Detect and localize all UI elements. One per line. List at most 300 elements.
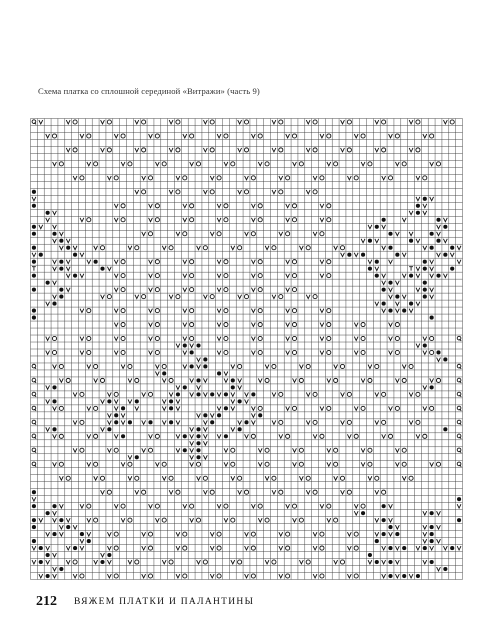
decrease-symbol [190, 162, 194, 166]
bobble-symbol [32, 246, 36, 250]
bobble-symbol [388, 574, 392, 578]
yarn-over-symbol [361, 350, 365, 354]
decrease-symbol [416, 274, 420, 278]
yarn-over-symbol [327, 204, 331, 208]
decrease-symbol [169, 490, 173, 494]
decrease-symbol [402, 218, 406, 222]
yarn-over-symbol [361, 336, 365, 340]
decrease-symbol [149, 434, 153, 438]
decrease-symbol [389, 337, 393, 341]
yarn-over-symbol [258, 309, 262, 313]
bobble-symbol [66, 525, 70, 529]
decrease-symbol [121, 413, 125, 417]
decrease-symbol [66, 546, 70, 550]
yarn-over-symbol [155, 322, 159, 326]
twisted-loop-symbol [457, 462, 461, 467]
yarn-over-symbol [210, 120, 214, 124]
yarn-over-symbol [334, 378, 338, 382]
bobble-symbol [52, 532, 56, 536]
bobble-symbol [107, 553, 111, 557]
decrease-symbol [395, 378, 399, 382]
yarn-over-symbol [320, 574, 324, 578]
bobble-symbol [52, 427, 56, 431]
yarn-over-symbol [121, 274, 125, 278]
yarn-over-symbol [59, 434, 63, 438]
decrease-symbol [121, 162, 125, 166]
yarn-over-symbol [340, 246, 344, 250]
decrease-symbol [279, 532, 283, 536]
yarn-over-symbol [286, 176, 290, 180]
yarn-over-symbol [176, 120, 180, 124]
decrease-symbol [313, 232, 317, 236]
yarn-over-symbol [299, 378, 303, 382]
decrease-symbol [299, 365, 303, 369]
bobble-symbol [416, 204, 420, 208]
decrease-symbol [327, 518, 331, 522]
yarn-over-symbol [402, 462, 406, 466]
decrease-symbol [183, 218, 187, 222]
decrease-symbol [114, 504, 118, 508]
decrease-symbol [183, 337, 187, 341]
yarn-over-symbol [80, 420, 84, 424]
decrease-symbol [231, 560, 235, 564]
decrease-symbol [416, 267, 420, 271]
yarn-over-symbol [203, 560, 207, 564]
bobble-symbol [388, 560, 392, 564]
yarn-over-symbol [224, 336, 228, 340]
decrease-symbol [251, 420, 255, 424]
decrease-symbol [203, 392, 207, 396]
decrease-symbol [73, 392, 77, 396]
decrease-symbol [66, 518, 70, 522]
decrease-symbol [217, 504, 221, 508]
decrease-symbol [245, 546, 249, 550]
yarn-over-symbol [361, 322, 365, 326]
bobble-symbol [430, 532, 434, 536]
bobble-symbol [436, 274, 440, 278]
decrease-symbol [457, 246, 461, 250]
yarn-over-symbol [313, 295, 317, 299]
decrease-symbol [313, 434, 317, 438]
decrease-symbol [306, 420, 310, 424]
decrease-symbol [245, 574, 249, 578]
decrease-symbol [238, 295, 242, 299]
decrease-symbol [437, 253, 441, 257]
decrease-symbol [354, 406, 358, 410]
bobble-symbol [430, 560, 434, 564]
decrease-symbol [272, 392, 276, 396]
bobble-symbol [169, 406, 173, 410]
decrease-symbol [53, 462, 57, 466]
bobble-symbol [402, 309, 406, 313]
bobble-symbol [375, 560, 379, 564]
decrease-symbol [457, 546, 461, 550]
decrease-symbol [409, 120, 413, 124]
decrease-symbol [107, 420, 111, 424]
decrease-symbol [443, 120, 447, 124]
bobble-symbol [210, 420, 214, 424]
decrease-symbol [368, 225, 372, 229]
decrease-symbol [203, 120, 207, 124]
decrease-symbol [251, 504, 255, 508]
decrease-symbol [258, 518, 262, 522]
yarn-over-symbol [224, 309, 228, 313]
decrease-symbol [231, 476, 235, 480]
yarn-over-symbol [320, 434, 324, 438]
bobble-symbol [436, 218, 440, 222]
bobble-symbol [73, 546, 77, 550]
decrease-symbol [375, 490, 379, 494]
decrease-symbol [66, 274, 70, 278]
yarn-over-symbol [279, 120, 283, 124]
yarn-over-symbol [94, 518, 98, 522]
decrease-symbol [361, 378, 365, 382]
decrease-symbol [320, 309, 324, 313]
decrease-symbol [341, 490, 345, 494]
decrease-symbol [320, 204, 324, 208]
decrease-symbol [375, 120, 379, 124]
decrease-symbol [347, 434, 351, 438]
decrease-symbol [265, 476, 269, 480]
yarn-over-symbol [196, 518, 200, 522]
yarn-over-symbol [258, 504, 262, 508]
decrease-symbol [162, 560, 166, 564]
yarn-over-symbol [265, 448, 269, 452]
twisted-loop-symbol [32, 462, 36, 467]
decrease-symbol [416, 288, 420, 292]
yarn-over-symbol [107, 148, 111, 152]
decrease-symbol [210, 532, 214, 536]
decrease-symbol [299, 246, 303, 250]
yarn-over-symbol [306, 560, 310, 564]
decrease-symbol [46, 560, 50, 564]
yarn-over-symbol [244, 190, 248, 194]
decrease-symbol [430, 295, 434, 299]
decrease-symbol [430, 260, 434, 264]
decrease-symbol [203, 420, 207, 424]
yarn-over-symbol [87, 350, 91, 354]
decrease-symbol [245, 176, 249, 180]
decrease-symbol [183, 260, 187, 264]
bobble-symbol [148, 420, 152, 424]
decrease-symbol [306, 190, 310, 194]
decrease-symbol [149, 337, 153, 341]
decrease-symbol [279, 546, 283, 550]
yarn-over-symbol [436, 162, 440, 166]
decrease-symbol [286, 134, 290, 138]
decrease-symbol [382, 560, 386, 564]
decrease-symbol [409, 420, 413, 424]
yarn-over-symbol [395, 134, 399, 138]
decrease-symbol [272, 490, 276, 494]
bobble-symbol [382, 302, 386, 306]
yarn-over-symbol [190, 134, 194, 138]
yarn-over-symbol [327, 350, 331, 354]
yarn-over-symbol [162, 518, 166, 522]
decrease-symbol [347, 532, 351, 536]
decrease-symbol [114, 323, 118, 327]
yarn-over-symbol [409, 364, 413, 368]
yarn-over-symbol [169, 246, 173, 250]
twisted-loop-symbol [457, 364, 461, 369]
yarn-over-symbol [121, 218, 125, 222]
decrease-symbol [101, 553, 105, 557]
decrease-symbol [183, 504, 187, 508]
bobble-symbol [436, 350, 440, 354]
book-title: ВЯЖЕМ ПЛАТКИ И ПАЛАНТИНЫ [74, 597, 255, 607]
bobble-symbol [32, 316, 36, 320]
yarn-over-symbol [210, 190, 214, 194]
yarn-over-symbol [382, 490, 386, 494]
decrease-symbol [238, 378, 242, 382]
yarn-over-symbol [258, 274, 262, 278]
yarn-over-symbol [148, 546, 152, 550]
decrease-symbol [32, 497, 36, 501]
decrease-symbol [423, 560, 427, 564]
decrease-symbol [107, 413, 111, 417]
decrease-symbol [217, 323, 221, 327]
yarn-over-symbol [121, 134, 125, 138]
decrease-symbol [395, 302, 399, 306]
bobble-symbol [388, 246, 392, 250]
yarn-over-symbol [402, 378, 406, 382]
decrease-symbol [437, 539, 441, 543]
bobble-symbol [66, 246, 70, 250]
decrease-symbol [320, 504, 324, 508]
decrease-symbol [176, 176, 180, 180]
yarn-over-symbol [416, 148, 420, 152]
decrease-symbol [293, 518, 297, 522]
decrease-symbol [286, 288, 290, 292]
decrease-symbol [272, 120, 276, 124]
bobble-symbol [238, 427, 242, 431]
decrease-symbol [416, 434, 420, 438]
decrease-symbol [217, 337, 221, 341]
yarn-over-symbol [272, 476, 276, 480]
yarn-over-symbol [320, 232, 324, 236]
yarn-over-symbol [142, 295, 146, 299]
decrease-symbol [423, 539, 427, 543]
yarn-over-symbol [87, 336, 91, 340]
decrease-symbol [395, 448, 399, 452]
bobble-symbol [32, 190, 36, 194]
yarn-over-symbol [354, 532, 358, 536]
decrease-symbol [327, 462, 331, 466]
bobble-symbol [361, 253, 365, 257]
bobble-symbol [217, 413, 221, 417]
yarn-over-symbol [286, 532, 290, 536]
decrease-symbol [135, 406, 139, 410]
decrease-symbol [114, 204, 118, 208]
bobble-symbol [59, 239, 63, 243]
bobble-symbol [176, 392, 180, 396]
decrease-symbol [114, 288, 118, 292]
bobble-symbol [32, 504, 36, 508]
decrease-symbol [155, 365, 159, 369]
decrease-symbol [347, 574, 351, 578]
yarn-over-symbol [327, 336, 331, 340]
bobble-symbol [244, 420, 248, 424]
decrease-symbol [354, 511, 358, 515]
yarn-over-symbol [244, 120, 248, 124]
decrease-symbol [169, 392, 173, 396]
yarn-over-symbol [320, 532, 324, 536]
decrease-symbol [286, 504, 290, 508]
yarn-over-symbol [224, 322, 228, 326]
yarn-over-symbol [114, 574, 118, 578]
yarn-over-symbol [340, 476, 344, 480]
yarn-over-symbol [279, 148, 283, 152]
bobble-symbol [450, 546, 454, 550]
decrease-symbol [251, 288, 255, 292]
decrease-symbol [59, 246, 63, 250]
decrease-symbol [416, 344, 420, 348]
decrease-symbol [245, 532, 249, 536]
yarn-over-symbol [142, 148, 146, 152]
decrease-symbol [176, 406, 180, 410]
bobble-symbol [251, 392, 255, 396]
decrease-symbol [128, 378, 132, 382]
decrease-symbol [53, 553, 57, 557]
bobble-symbol [39, 546, 43, 550]
bobble-symbol [73, 253, 77, 257]
yarn-over-symbol [375, 476, 379, 480]
yarn-over-symbol [251, 434, 255, 438]
decrease-symbol [327, 378, 331, 382]
yarn-over-symbol [251, 546, 255, 550]
yarn-over-symbol [258, 350, 262, 354]
decrease-symbol [293, 378, 297, 382]
knitting-chart-grid [30, 118, 463, 580]
yarn-over-symbol [196, 162, 200, 166]
bobble-symbol [443, 427, 447, 431]
yarn-over-symbol [395, 322, 399, 326]
yarn-over-symbol [251, 532, 255, 536]
yarn-over-symbol [327, 274, 331, 278]
yarn-over-symbol [395, 350, 399, 354]
decrease-symbol [251, 274, 255, 278]
yarn-over-symbol [382, 148, 386, 152]
decrease-symbol [114, 406, 118, 410]
yarn-over-symbol [190, 274, 194, 278]
decrease-symbol [46, 546, 50, 550]
yarn-over-symbol [430, 350, 434, 354]
yarn-over-symbol [66, 378, 70, 382]
bobble-symbol [52, 504, 56, 508]
bobble-symbol [32, 490, 36, 494]
bobble-symbol [409, 302, 413, 306]
decrease-symbol [409, 232, 413, 236]
bobble-symbol [59, 295, 63, 299]
yarn-over-symbol [272, 246, 276, 250]
decrease-symbol [341, 420, 345, 424]
yarn-over-symbol [327, 218, 331, 222]
bobble-symbol [388, 309, 392, 313]
decrease-symbol [149, 274, 153, 278]
yarn-over-symbol [436, 378, 440, 382]
yarn-over-symbol [354, 574, 358, 578]
decrease-symbol [80, 134, 84, 138]
yarn-over-symbol [128, 462, 132, 466]
decrease-symbol [53, 239, 57, 243]
decrease-symbol [114, 134, 118, 138]
yarn-over-symbol [142, 490, 146, 494]
yarn-over-symbol [320, 176, 324, 180]
decrease-symbol [395, 281, 399, 285]
yarn-over-symbol [80, 448, 84, 452]
decrease-symbol [46, 351, 50, 355]
yarn-over-symbol [52, 134, 56, 138]
decrease-symbol [320, 323, 324, 327]
decrease-symbol [382, 176, 386, 180]
yarn-over-symbol [327, 309, 331, 313]
bobble-symbol [210, 392, 214, 396]
decrease-symbol [430, 162, 434, 166]
bobble-symbol [423, 343, 427, 347]
yarn-over-symbol [395, 406, 399, 410]
decrease-symbol [286, 218, 290, 222]
yarn-over-symbol [334, 462, 338, 466]
decrease-symbol [162, 406, 166, 410]
decrease-symbol [46, 302, 50, 306]
yarn-over-symbol [313, 392, 317, 396]
decrease-symbol [423, 351, 427, 355]
decrease-symbol [389, 323, 393, 327]
yarn-over-symbol [142, 190, 146, 194]
yarn-over-symbol [217, 532, 221, 536]
decrease-symbol [217, 134, 221, 138]
decrease-symbol [162, 420, 166, 424]
decrease-symbol [135, 190, 139, 194]
yarn-over-symbol [279, 295, 283, 299]
decrease-symbol [293, 162, 297, 166]
decrease-symbol [306, 295, 310, 299]
decrease-symbol [107, 176, 111, 180]
decrease-symbol [142, 546, 146, 550]
bobble-symbol [32, 204, 36, 208]
yarn-over-symbol [128, 518, 132, 522]
decrease-symbol [114, 399, 118, 403]
bobble-symbol [59, 288, 63, 292]
decrease-symbol [114, 337, 118, 341]
twisted-loop-symbol [32, 378, 36, 383]
decrease-symbol [32, 197, 36, 201]
bobble-symbol [46, 511, 50, 515]
yarn-over-symbol [231, 162, 235, 166]
decrease-symbol [80, 253, 84, 257]
yarn-over-symbol [94, 162, 98, 166]
decrease-symbol [101, 399, 105, 403]
yarn-over-symbol [203, 476, 207, 480]
yarn-over-symbol [327, 504, 331, 508]
decrease-symbol [409, 309, 413, 313]
bobble-symbol [430, 511, 434, 515]
decrease-symbol [149, 134, 153, 138]
decrease-symbol [183, 288, 187, 292]
decrease-symbol [73, 448, 77, 452]
decrease-symbol [210, 232, 214, 236]
decrease-symbol [203, 295, 207, 299]
bobble-symbol [59, 518, 63, 522]
decrease-symbol [197, 560, 201, 564]
decrease-symbol [279, 574, 283, 578]
decrease-symbol [53, 406, 57, 410]
decrease-symbol [341, 392, 345, 396]
decrease-symbol [210, 413, 214, 417]
decrease-symbol [251, 351, 255, 355]
twisted-loop-symbol [32, 420, 36, 425]
yarn-over-symbol [121, 204, 125, 208]
